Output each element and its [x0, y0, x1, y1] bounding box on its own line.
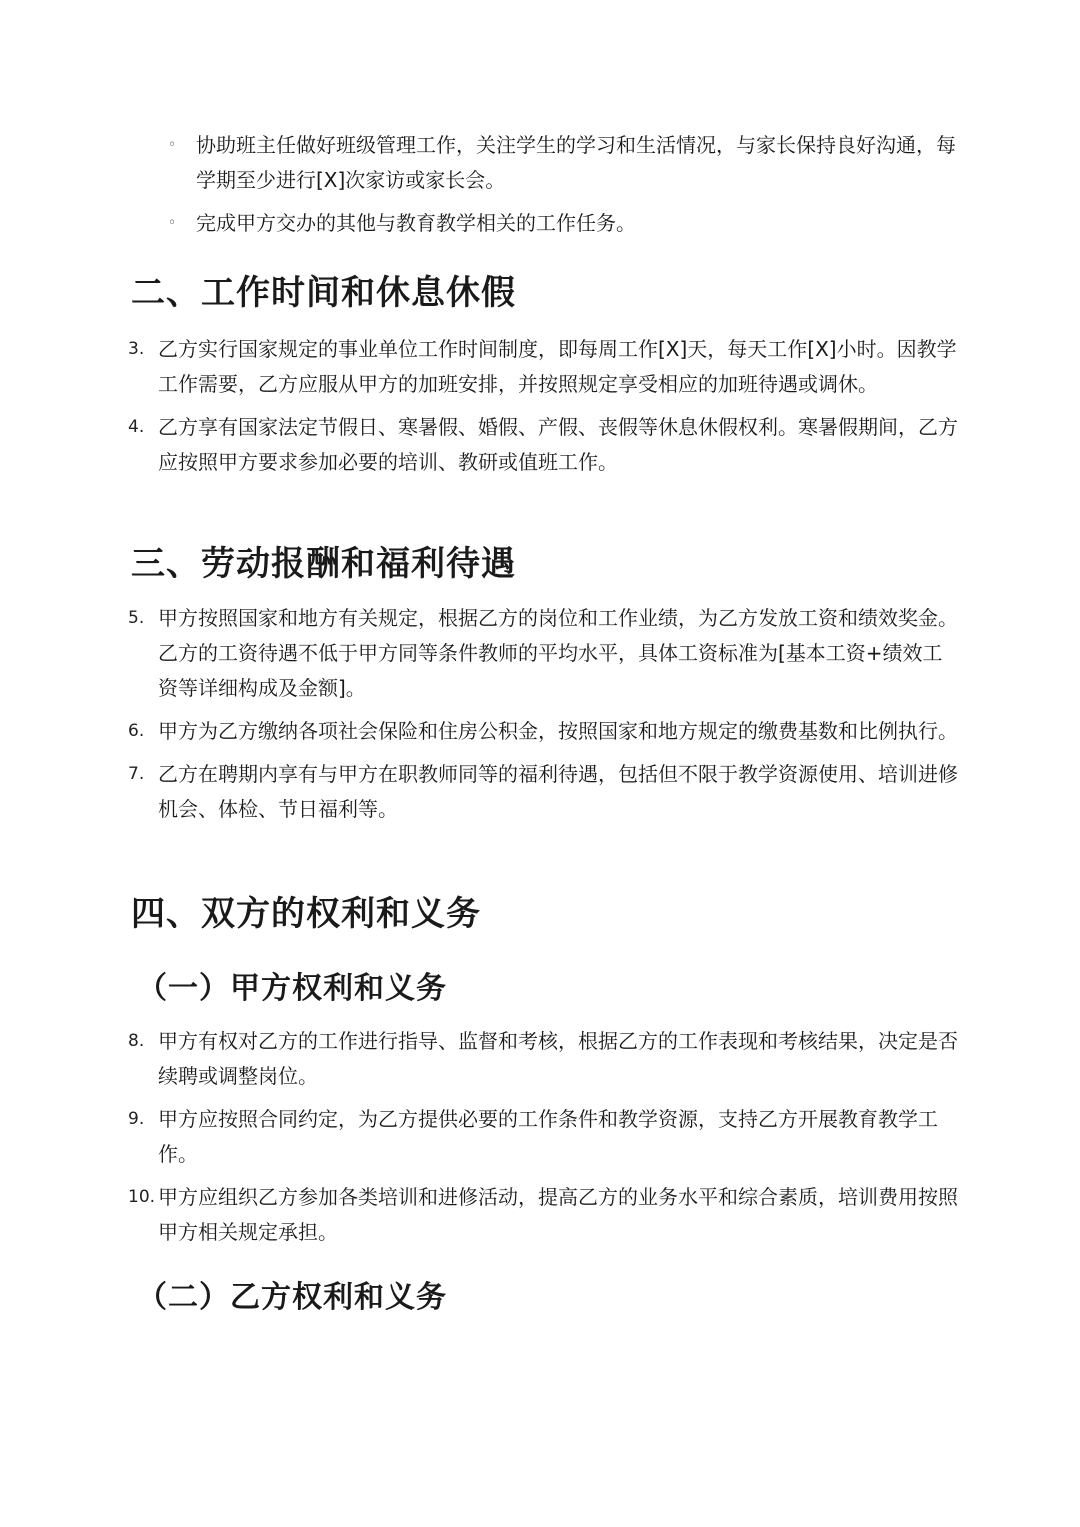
list-item [128, 757, 958, 827]
bullet-text: 完成甲方交办的其他与教育教学相关的工作任务。 [196, 211, 636, 235]
section-heading-work-time: 二、工作时间和休息休假 [131, 273, 516, 313]
section-heading-rights-duties: 四、双方的权利和义务 [131, 894, 481, 934]
item-text: 甲方按照国家和地方有关规定，根据乙方的岗位和工作业绩，为乙方发放工资和绩效奖金。乙方的工资待遇不低于甲方同等条件教师的平均水平，具体工资标准为[基本工资+绩效工资等详细构成及金额]。 [158, 606, 958, 700]
list-item [128, 1180, 958, 1250]
bullet-marker: ◦ [168, 215, 177, 231]
work-time-list [128, 332, 958, 488]
list-item [128, 410, 958, 480]
item-text: 甲方有权对乙方的工作进行指导、监督和考核，根据乙方的工作表现和考核结果，决定是否续聘或调整岗位。 [158, 1029, 958, 1088]
item-number: 8. [128, 1031, 145, 1051]
subsection-heading-party-b: （二）乙方权利和义务 [137, 1280, 447, 1315]
item-text: 甲方应组织乙方参加各类培训和进修活动，提高乙方的业务水平和综合素质，培训费用按照甲方相关规定承担。 [158, 1185, 958, 1244]
duty-bullet-list [168, 128, 958, 249]
list-item [128, 601, 958, 706]
bullet-marker: ◦ [168, 137, 177, 153]
item-number: 10. [128, 1187, 156, 1207]
list-item [168, 206, 958, 241]
item-number: 9. [128, 1109, 145, 1129]
item-text: 乙方享有国家法定节假日、寒暑假、婚假、产假、丧假等休息休假权利。寒暑假期间，乙方应按照甲方要求参加必要的培训、教研或值班工作。 [158, 415, 958, 474]
list-item [128, 1024, 958, 1094]
list-item [128, 1102, 958, 1172]
item-text: 乙方在聘期内享有与甲方在职教师同等的福利待遇，包括但不限于教学资源使用、培训进修机会、体检、节日福利等。 [158, 762, 958, 821]
subsection-heading-party-a: （一）甲方权利和义务 [137, 971, 447, 1006]
section-heading-compensation: 三、劳动报酬和福利待遇 [131, 544, 516, 584]
bullet-text: 协助班主任做好班级管理工作，关注学生的学习和生活情况，与家长保持良好沟通，每学期至少进行[X]次家访或家长会。 [196, 133, 956, 192]
list-item [168, 128, 958, 198]
item-number: 5. [128, 608, 145, 628]
item-text: 乙方实行国家规定的事业单位工作时间制度，即每周工作[X]天，每天工作[X]小时。因教学工作需要，乙方应服从甲方的加班安排，并按照规定享受相应的加班待遇或调休。 [158, 337, 957, 396]
compensation-list [128, 601, 958, 835]
item-number: 6. [128, 721, 145, 741]
party-a-list [128, 1024, 958, 1258]
item-number: 3. [128, 339, 145, 359]
item-text: 甲方为乙方缴纳各项社会保险和住房公积金，按照国家和地方规定的缴费基数和比例执行。 [158, 719, 958, 743]
list-item [128, 714, 958, 749]
item-number: 7. [128, 764, 145, 784]
item-number: 4. [128, 417, 145, 437]
item-text: 甲方应按照合同约定，为乙方提供必要的工作条件和教学资源，支持乙方开展教育教学工作。 [158, 1107, 938, 1166]
list-item [128, 332, 958, 402]
